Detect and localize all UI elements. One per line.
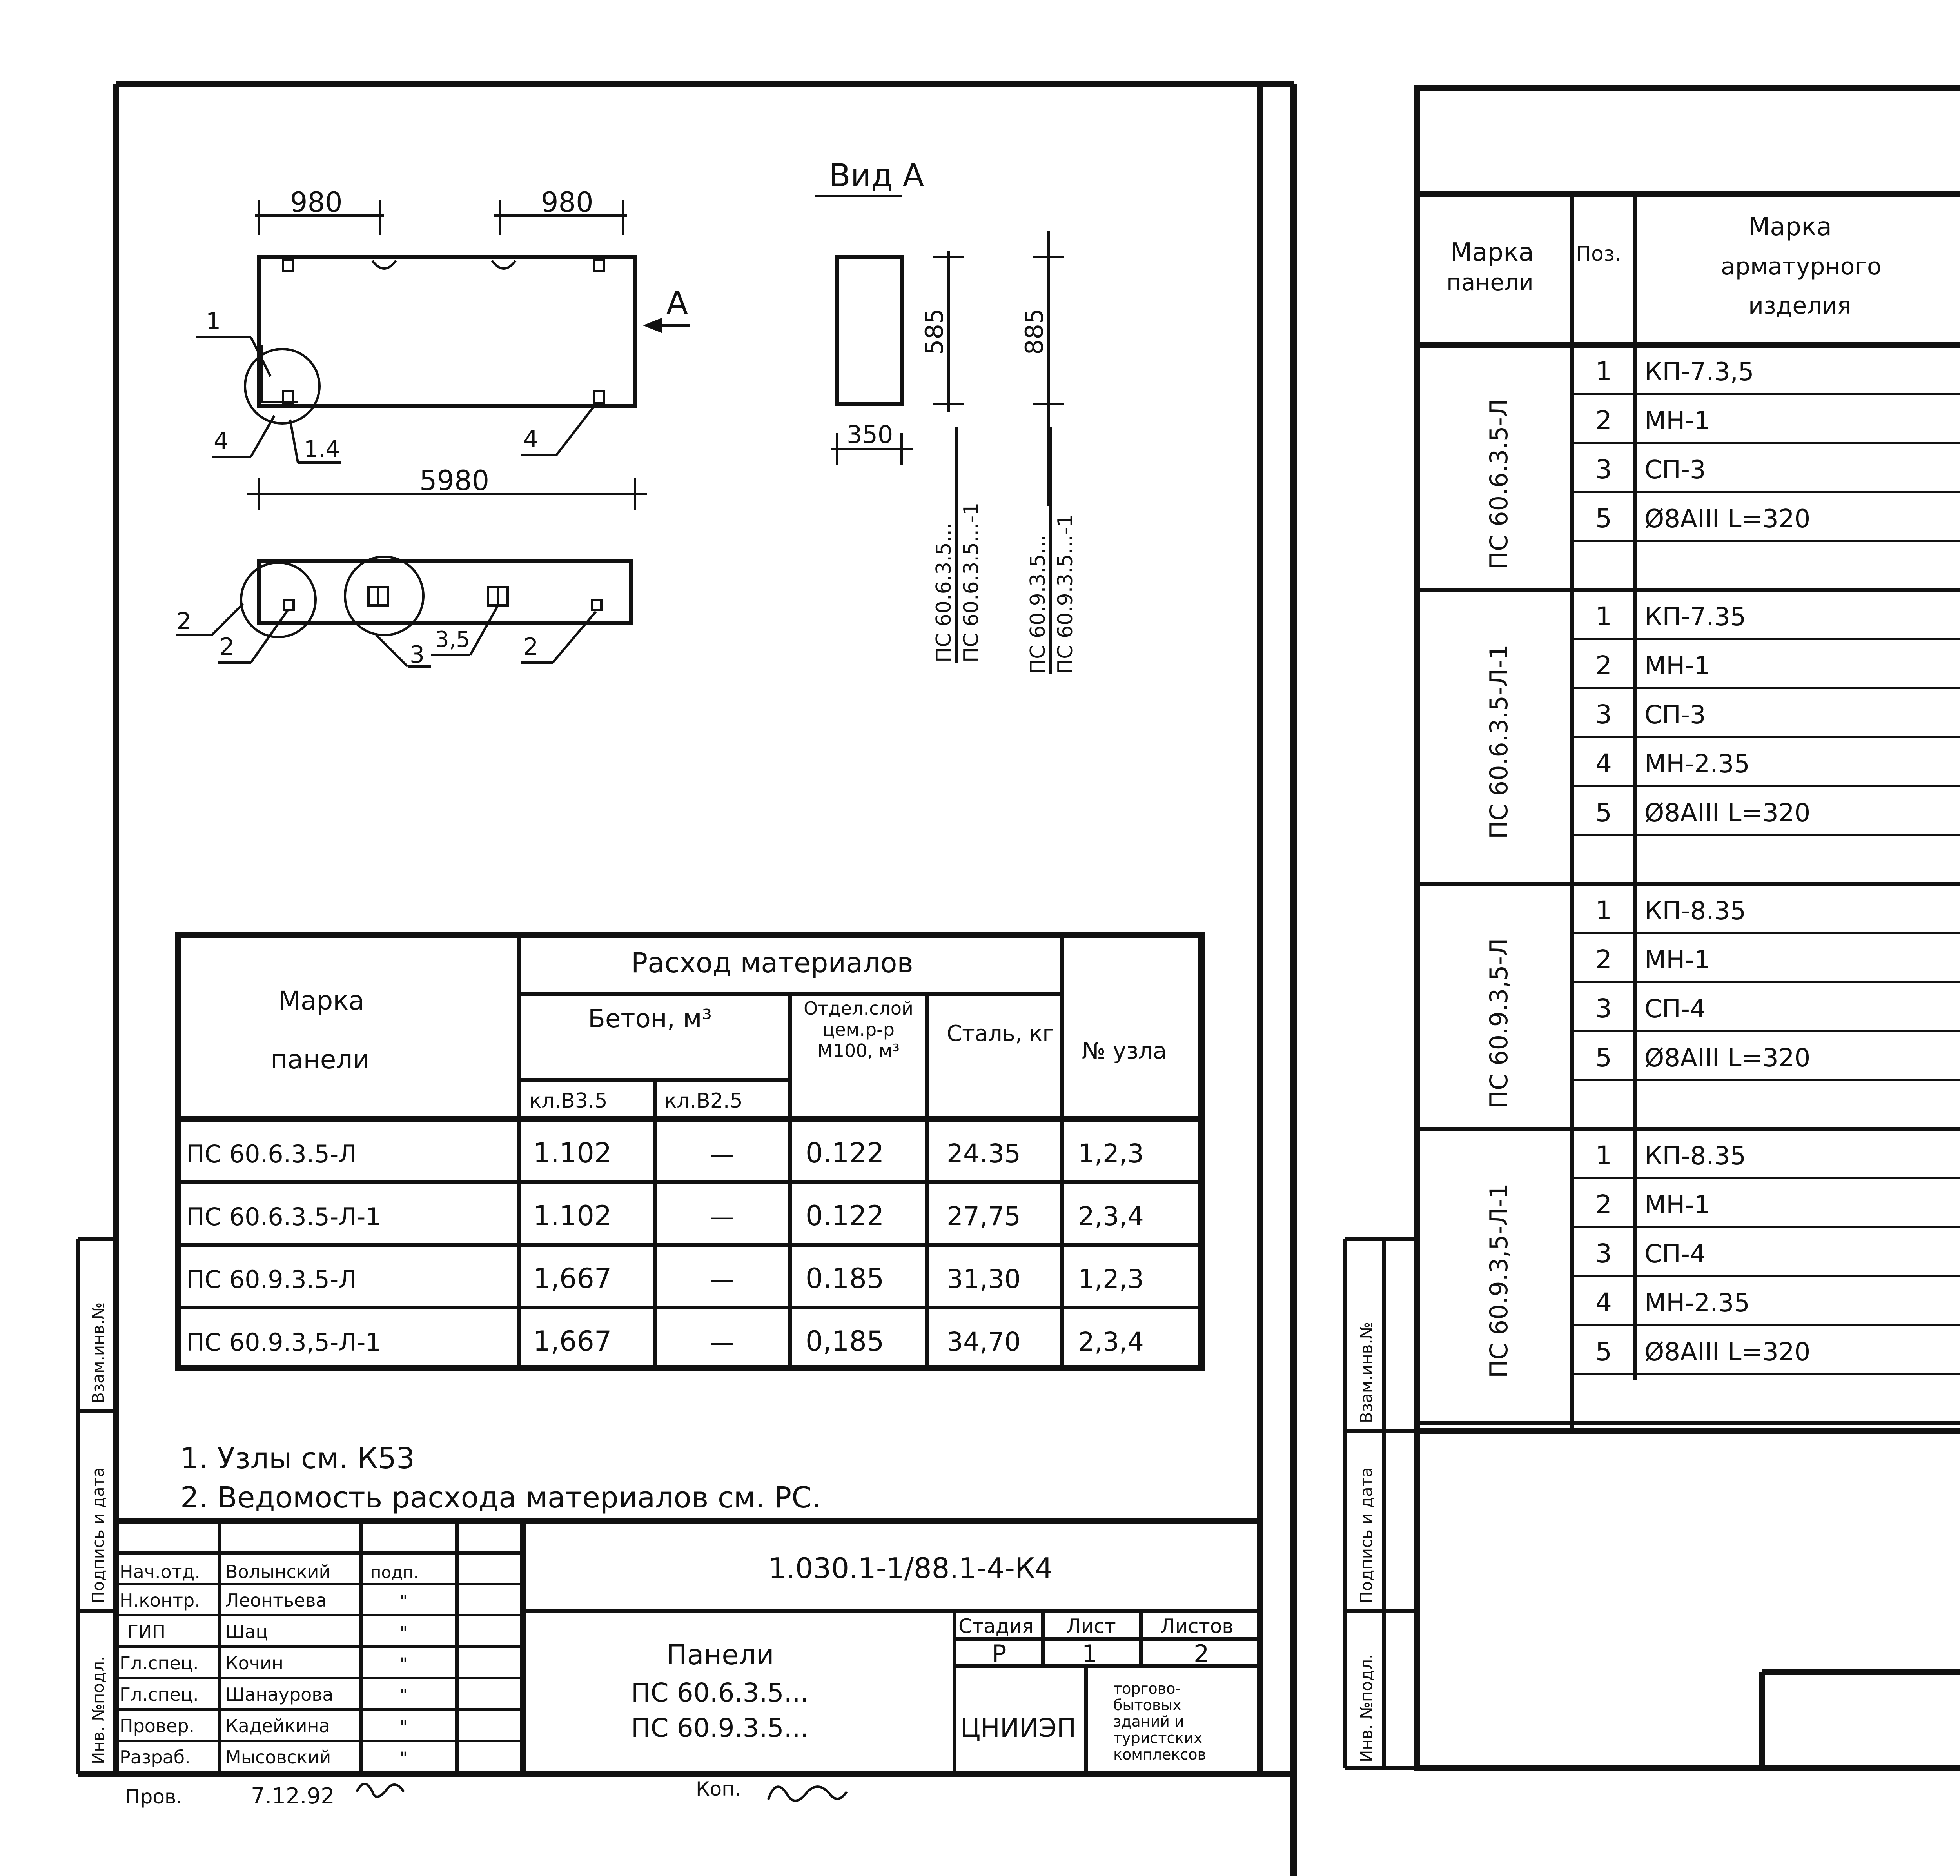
rt-group-mark: ПС 60.6.3.5-Л-1 bbox=[1485, 644, 1513, 839]
mt-cell-b35: 1.102 bbox=[533, 1200, 612, 1232]
rt-cell-item: СП-4 bbox=[1644, 995, 1706, 1024]
callout-2c: 2 bbox=[523, 633, 539, 661]
panel-plan-view bbox=[196, 186, 690, 510]
tb-sign: " bbox=[400, 1623, 408, 1642]
mt-col-node: № узла bbox=[1082, 1037, 1167, 1064]
rt-cell-pos: 1 bbox=[1595, 356, 1612, 387]
dim-980-right: 980 bbox=[541, 186, 593, 218]
tb-role: ГИП bbox=[127, 1621, 166, 1642]
rt-cell-item: МН-1 bbox=[1644, 946, 1710, 975]
mt-cell-mark: ПС 60.6.3.5-Л bbox=[186, 1140, 357, 1168]
rt-col-pos: Поз. bbox=[1576, 242, 1621, 266]
tb-sheets-label: Листов bbox=[1160, 1615, 1234, 1638]
tb-role: Разраб. bbox=[120, 1747, 191, 1768]
tb-sign: " bbox=[400, 1685, 408, 1705]
rt-cell-pos: 3 bbox=[1595, 699, 1612, 730]
dim-885: 885 bbox=[1020, 308, 1049, 355]
tb-org-sub-4: туристских bbox=[1113, 1729, 1203, 1747]
mt-row bbox=[186, 1262, 1144, 1295]
rt-col-mark-1: Марка bbox=[1450, 238, 1534, 267]
dim-350: 350 bbox=[847, 420, 893, 449]
note-1: 1. Узлы см. К53 bbox=[180, 1442, 415, 1475]
tb-role: Гл.спец. bbox=[120, 1684, 199, 1705]
mt-row bbox=[186, 1137, 1144, 1169]
mt-col-b25: кл.В2.5 bbox=[664, 1089, 743, 1113]
rt-cell-pos: 3 bbox=[1595, 993, 1612, 1024]
mt-col-b35: кл.В3.5 bbox=[529, 1089, 608, 1113]
mt-col-group: Расход материалов bbox=[631, 947, 913, 979]
left-stamp-replace: Взам.инв.№ bbox=[89, 1302, 108, 1404]
mt-cell-b35: 1,667 bbox=[533, 1325, 612, 1357]
rt-cell-item: Ø8АIII L=320 bbox=[1644, 799, 1811, 828]
tb-name: Кадейкина bbox=[225, 1715, 330, 1736]
right-stamp-replace: Взам.инв.№ bbox=[1357, 1322, 1376, 1423]
tb-org: ЦНИИЭП bbox=[960, 1713, 1076, 1743]
rt-group-mark: ПС 60.9.3,5-Л-1 bbox=[1485, 1183, 1513, 1378]
mt-cell-node: 1,2,3 bbox=[1078, 1264, 1144, 1294]
rt-cell-pos: 2 bbox=[1595, 944, 1612, 975]
rt-cell-item: МН-2.35 bbox=[1644, 750, 1750, 779]
rt-cell-pos: 3 bbox=[1595, 454, 1612, 485]
callout-4a: 4 bbox=[214, 427, 229, 455]
rt-col-item-2: арматурного bbox=[1721, 253, 1882, 280]
mt-cell-node: 1,2,3 bbox=[1078, 1139, 1144, 1169]
tb-stage-label: Стадия bbox=[958, 1615, 1034, 1638]
rt-cell-item: МН-1 bbox=[1644, 407, 1710, 436]
mt-cell-b25: — bbox=[710, 1202, 734, 1231]
tb-name: Шац bbox=[225, 1621, 268, 1642]
rt-cell-pos: 4 bbox=[1595, 748, 1612, 779]
callout-2b: 2 bbox=[220, 633, 235, 661]
rt-cell-pos: 1 bbox=[1595, 895, 1612, 926]
reinforcement-table-rows bbox=[1417, 356, 1960, 1423]
tb-code: 1.030.1-1/88.1-4-К4 bbox=[768, 1552, 1053, 1585]
rt-cell-item: Ø8АIII L=320 bbox=[1644, 1044, 1811, 1073]
tb-sheet-label: Лист bbox=[1066, 1615, 1116, 1638]
mt-cell-node: 2,3,4 bbox=[1078, 1327, 1144, 1357]
left-stamp-inv: Инв. №подл. bbox=[89, 1656, 108, 1764]
rt-col-mark-2: панели bbox=[1446, 269, 1534, 296]
materials-table-rows bbox=[186, 1137, 1144, 1357]
tb-title-1: Панели bbox=[666, 1639, 774, 1671]
mt-cell-finish: 0.185 bbox=[806, 1262, 884, 1295]
mt-col-concrete: Бетон, м³ bbox=[588, 1004, 712, 1033]
rt-cell-item: Ø8АIII L=320 bbox=[1644, 1338, 1811, 1367]
mt-cell-steel: 24.35 bbox=[947, 1139, 1021, 1169]
tb-title-3: ПС 60.9.3.5... bbox=[631, 1713, 809, 1743]
tb-sign: " bbox=[400, 1591, 408, 1611]
tb-role: Провер. bbox=[120, 1715, 195, 1736]
tb-name: Волынский bbox=[225, 1561, 331, 1582]
view-arrow-label: А bbox=[666, 285, 688, 321]
rt-col-item-1: Марка bbox=[1748, 212, 1832, 242]
tb-name: Кочин bbox=[225, 1653, 283, 1674]
tb-name: Мысовский bbox=[225, 1747, 331, 1768]
view-mark-a1: ПС 60.6.3.5... bbox=[932, 523, 956, 663]
view-mark-b2: ПС 60.9.3.5...-1 bbox=[1054, 514, 1077, 674]
rt-cell-pos: 2 bbox=[1595, 1190, 1612, 1220]
left-stamp-sign: Подпись и дата bbox=[89, 1467, 108, 1604]
tb-sign: подп. bbox=[370, 1563, 419, 1582]
tb-sign: " bbox=[400, 1748, 408, 1767]
rt-cell-pos: 5 bbox=[1595, 1042, 1612, 1073]
mt-col-steel: Сталь, кг bbox=[947, 1021, 1054, 1046]
tb-org-sub-2: бытовых bbox=[1113, 1696, 1181, 1714]
tb-sign: " bbox=[400, 1654, 408, 1673]
callout-3: 3 bbox=[410, 641, 425, 668]
callout-2a: 2 bbox=[176, 608, 192, 635]
mt-col-mark-2: панели bbox=[270, 1044, 370, 1075]
view-a-label: Вид А bbox=[829, 157, 924, 194]
mt-cell-node: 2,3,4 bbox=[1078, 1201, 1144, 1231]
view-mark-a2: ПС 60.6.3.5...-1 bbox=[960, 502, 983, 663]
tb-role: Нач.отд. bbox=[120, 1561, 200, 1582]
tb-org-sub-3: зданий и bbox=[1113, 1713, 1184, 1730]
footer-signature-1 bbox=[357, 1784, 404, 1797]
view-a bbox=[815, 157, 1077, 674]
tb-stage: Р bbox=[992, 1640, 1007, 1668]
rt-cell-pos: 5 bbox=[1595, 503, 1612, 534]
rt-cell-pos: 3 bbox=[1595, 1239, 1612, 1269]
mt-row bbox=[186, 1200, 1144, 1232]
mt-cell-finish: 0.122 bbox=[806, 1137, 884, 1169]
tb-name: Леонтьева bbox=[225, 1590, 327, 1611]
mt-cell-steel: 27,75 bbox=[947, 1201, 1021, 1231]
mt-cell-b25: — bbox=[710, 1265, 734, 1294]
callout-4b: 4 bbox=[523, 425, 539, 453]
rt-cell-pos: 2 bbox=[1595, 650, 1612, 681]
rt-cell-item: СП-3 bbox=[1644, 456, 1706, 485]
right-stamp-sign: Подпись и дата bbox=[1357, 1467, 1376, 1604]
tb-role: Н.контр. bbox=[120, 1590, 200, 1611]
rt-col-item-3: изделия bbox=[1748, 292, 1851, 320]
footer-signature-2 bbox=[768, 1787, 847, 1801]
mt-cell-b25: — bbox=[710, 1328, 734, 1357]
rt-cell-item: КП-7.35 bbox=[1644, 603, 1746, 632]
mt-cell-mark: ПС 60.9.3.5-Л bbox=[186, 1265, 357, 1294]
rt-cell-item: КП-8.35 bbox=[1644, 1142, 1746, 1171]
tb-signature-rows bbox=[120, 1561, 419, 1768]
mt-cell-finish: 0,185 bbox=[806, 1325, 884, 1357]
mt-col-finish: Отдел.слой цем.р-р М100, м³ bbox=[804, 998, 913, 1061]
rt-cell-item: КП-8.35 bbox=[1644, 897, 1746, 926]
callout-1-4: 1.4 bbox=[304, 436, 340, 462]
rt-cell-pos: 1 bbox=[1595, 601, 1612, 632]
mt-col-mark-1: Марка bbox=[278, 986, 365, 1016]
tb-sign: " bbox=[400, 1717, 408, 1736]
right-stamp-inv: Инв. №подл. bbox=[1357, 1654, 1376, 1762]
mt-cell-b25: — bbox=[710, 1140, 734, 1168]
tb-sheets: 2 bbox=[1194, 1640, 1209, 1668]
rt-cell-item: КП-7.3,5 bbox=[1644, 358, 1754, 387]
rt-cell-pos: 1 bbox=[1595, 1140, 1612, 1171]
panel-elevation-view bbox=[176, 557, 631, 668]
view-mark-b1: ПС 60.9.3.5... bbox=[1026, 534, 1050, 674]
tb-org-sub-5: комплексов bbox=[1113, 1746, 1206, 1763]
rt-group-mark: ПС 60.9.3,5-Л bbox=[1485, 938, 1513, 1109]
mt-cell-steel: 31,30 bbox=[947, 1264, 1021, 1294]
rt-group-mark: ПС 60.6.3.5-Л bbox=[1485, 399, 1513, 570]
callout-1: 1 bbox=[206, 308, 221, 335]
dim-5980: 5980 bbox=[419, 465, 490, 497]
mt-cell-b35: 1,667 bbox=[533, 1262, 612, 1295]
mt-cell-mark: ПС 60.6.3.5-Л-1 bbox=[186, 1202, 381, 1231]
footer-checked: Пров. bbox=[125, 1785, 183, 1808]
dim-585: 585 bbox=[920, 308, 949, 355]
tb-org-sub-1: торгово- bbox=[1113, 1680, 1181, 1697]
tb-sheet: 1 bbox=[1082, 1640, 1098, 1668]
rt-cell-item: Ø8АIII L=320 bbox=[1644, 505, 1811, 534]
rt-cell-item: СП-4 bbox=[1644, 1240, 1706, 1269]
mt-cell-finish: 0.122 bbox=[806, 1200, 884, 1232]
mt-cell-mark: ПС 60.9.3,5-Л-1 bbox=[186, 1328, 381, 1357]
rt-cell-pos: 5 bbox=[1595, 1337, 1612, 1367]
tb-role: Гл.спец. bbox=[120, 1653, 199, 1674]
tb-name: Шанаурова bbox=[225, 1684, 334, 1705]
mt-row bbox=[186, 1325, 1144, 1357]
rt-cell-pos: 5 bbox=[1595, 797, 1612, 828]
rt-cell-pos: 4 bbox=[1595, 1288, 1612, 1318]
mt-cell-steel: 34,70 bbox=[947, 1327, 1021, 1357]
footer-copy: Коп. bbox=[696, 1778, 741, 1800]
rt-cell-item: МН-1 bbox=[1644, 1191, 1710, 1220]
dim-980-left: 980 bbox=[290, 186, 343, 218]
callout-3-5: 3,5 bbox=[435, 627, 470, 652]
rt-cell-pos: 2 bbox=[1595, 405, 1612, 436]
rt-cell-item: СП-3 bbox=[1644, 701, 1706, 730]
rt-cell-item: МН-2.35 bbox=[1644, 1289, 1750, 1318]
mt-cell-b35: 1.102 bbox=[533, 1137, 612, 1169]
rt-cell-item: МН-1 bbox=[1644, 652, 1710, 681]
note-2: 2. Ведомость расхода материалов см. РС. bbox=[180, 1481, 821, 1515]
footer-date: 7.12.92 bbox=[251, 1783, 335, 1809]
tb-title-2: ПС 60.6.3.5... bbox=[631, 1678, 809, 1708]
